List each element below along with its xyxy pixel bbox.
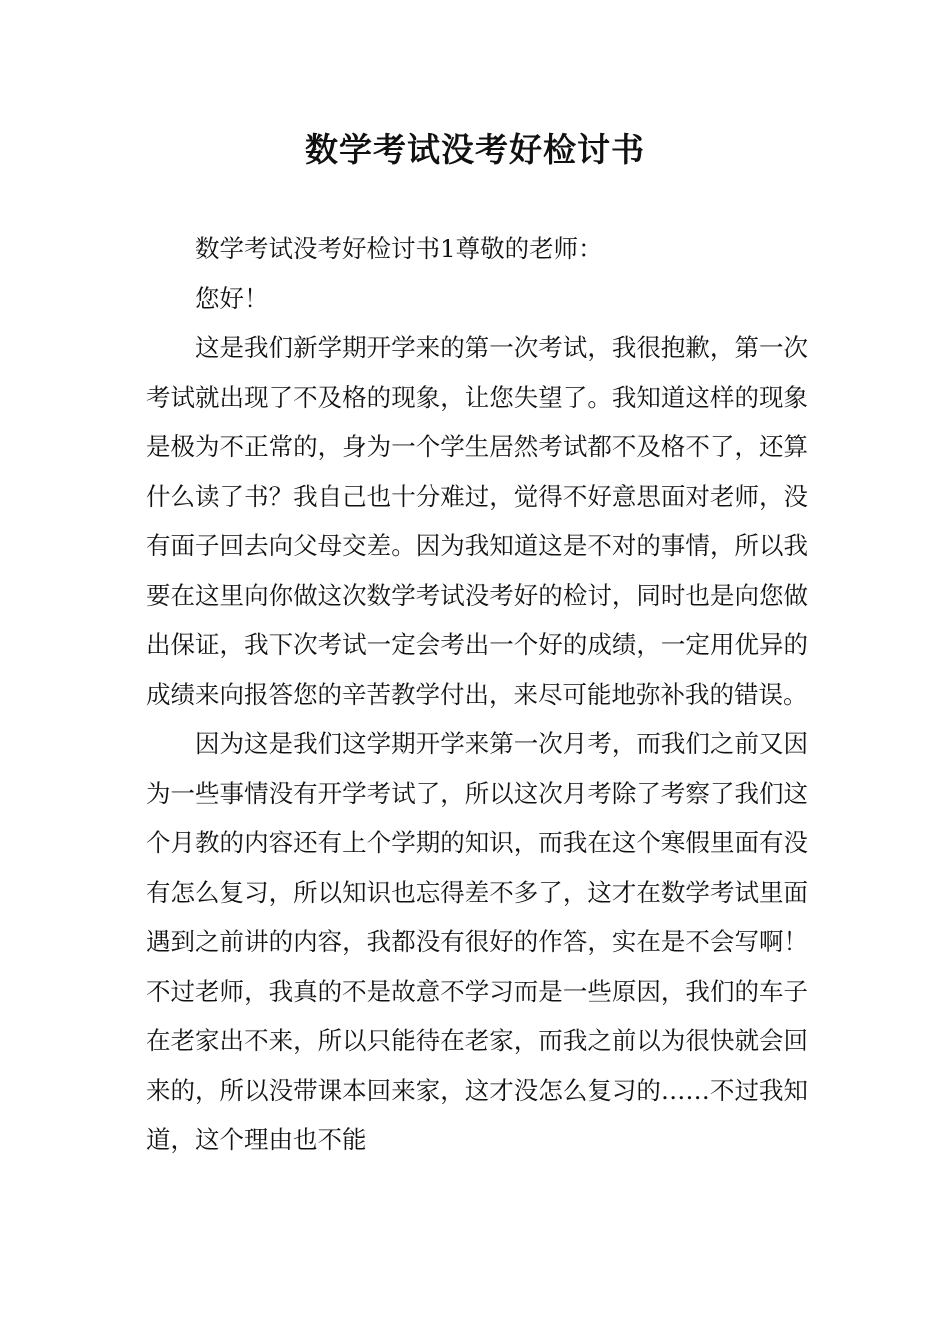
paragraph-1: 这是我们新学期开学来的第一次考试，我很抱歉，第一次考试就出现了不及格的现象，让您失望了。我知道这样的现象是极为不正常的，身为一个学生居然考试都不及格不了，还算什么读了书？我自己也十分难过，觉得不好意思面对老师，没有面子回去向父母交差。因为我知道这是不对的事情，所以我要在这里向你做这次数学考试没考好的检讨，同时也是向您做出保证，我下次考试一定会考出一个好的成绩，一定用优异的成绩来向报答您的辛苦教学付出，来尽可能地弥补我的错误。 (146, 333, 808, 709)
document-title: 数学考试没考好检讨书 (305, 130, 645, 169)
paragraph-greeting: 您好！ (195, 283, 269, 313)
paragraph-2: 因为这是我们这学期开学来第一次月考，而我们之前又因为一些事情没有开学考试了，所以这次月考除了考察了我们这个月教的内容还有上个学期的知识，而我在这个寒假里面有没有怎么复习，所以知识也忘得差不多了，这才在数学考试里面遇到之前讲的内容，我都没有很好的作答，实在是不会写啊！不过老师，我真的不是故意不学习而是一些原因，我们的车子在老家出不来，所以只能待在老家，而我之前以为很快就会回来的，所以没带课本回来家，这才没怎么复习的……不过我知道，这个理由也不能 (146, 729, 808, 1154)
document-body (146, 224, 808, 1165)
paragraph-heading-line: 数学考试没考好检讨书1尊敬的老师： (195, 234, 603, 263)
